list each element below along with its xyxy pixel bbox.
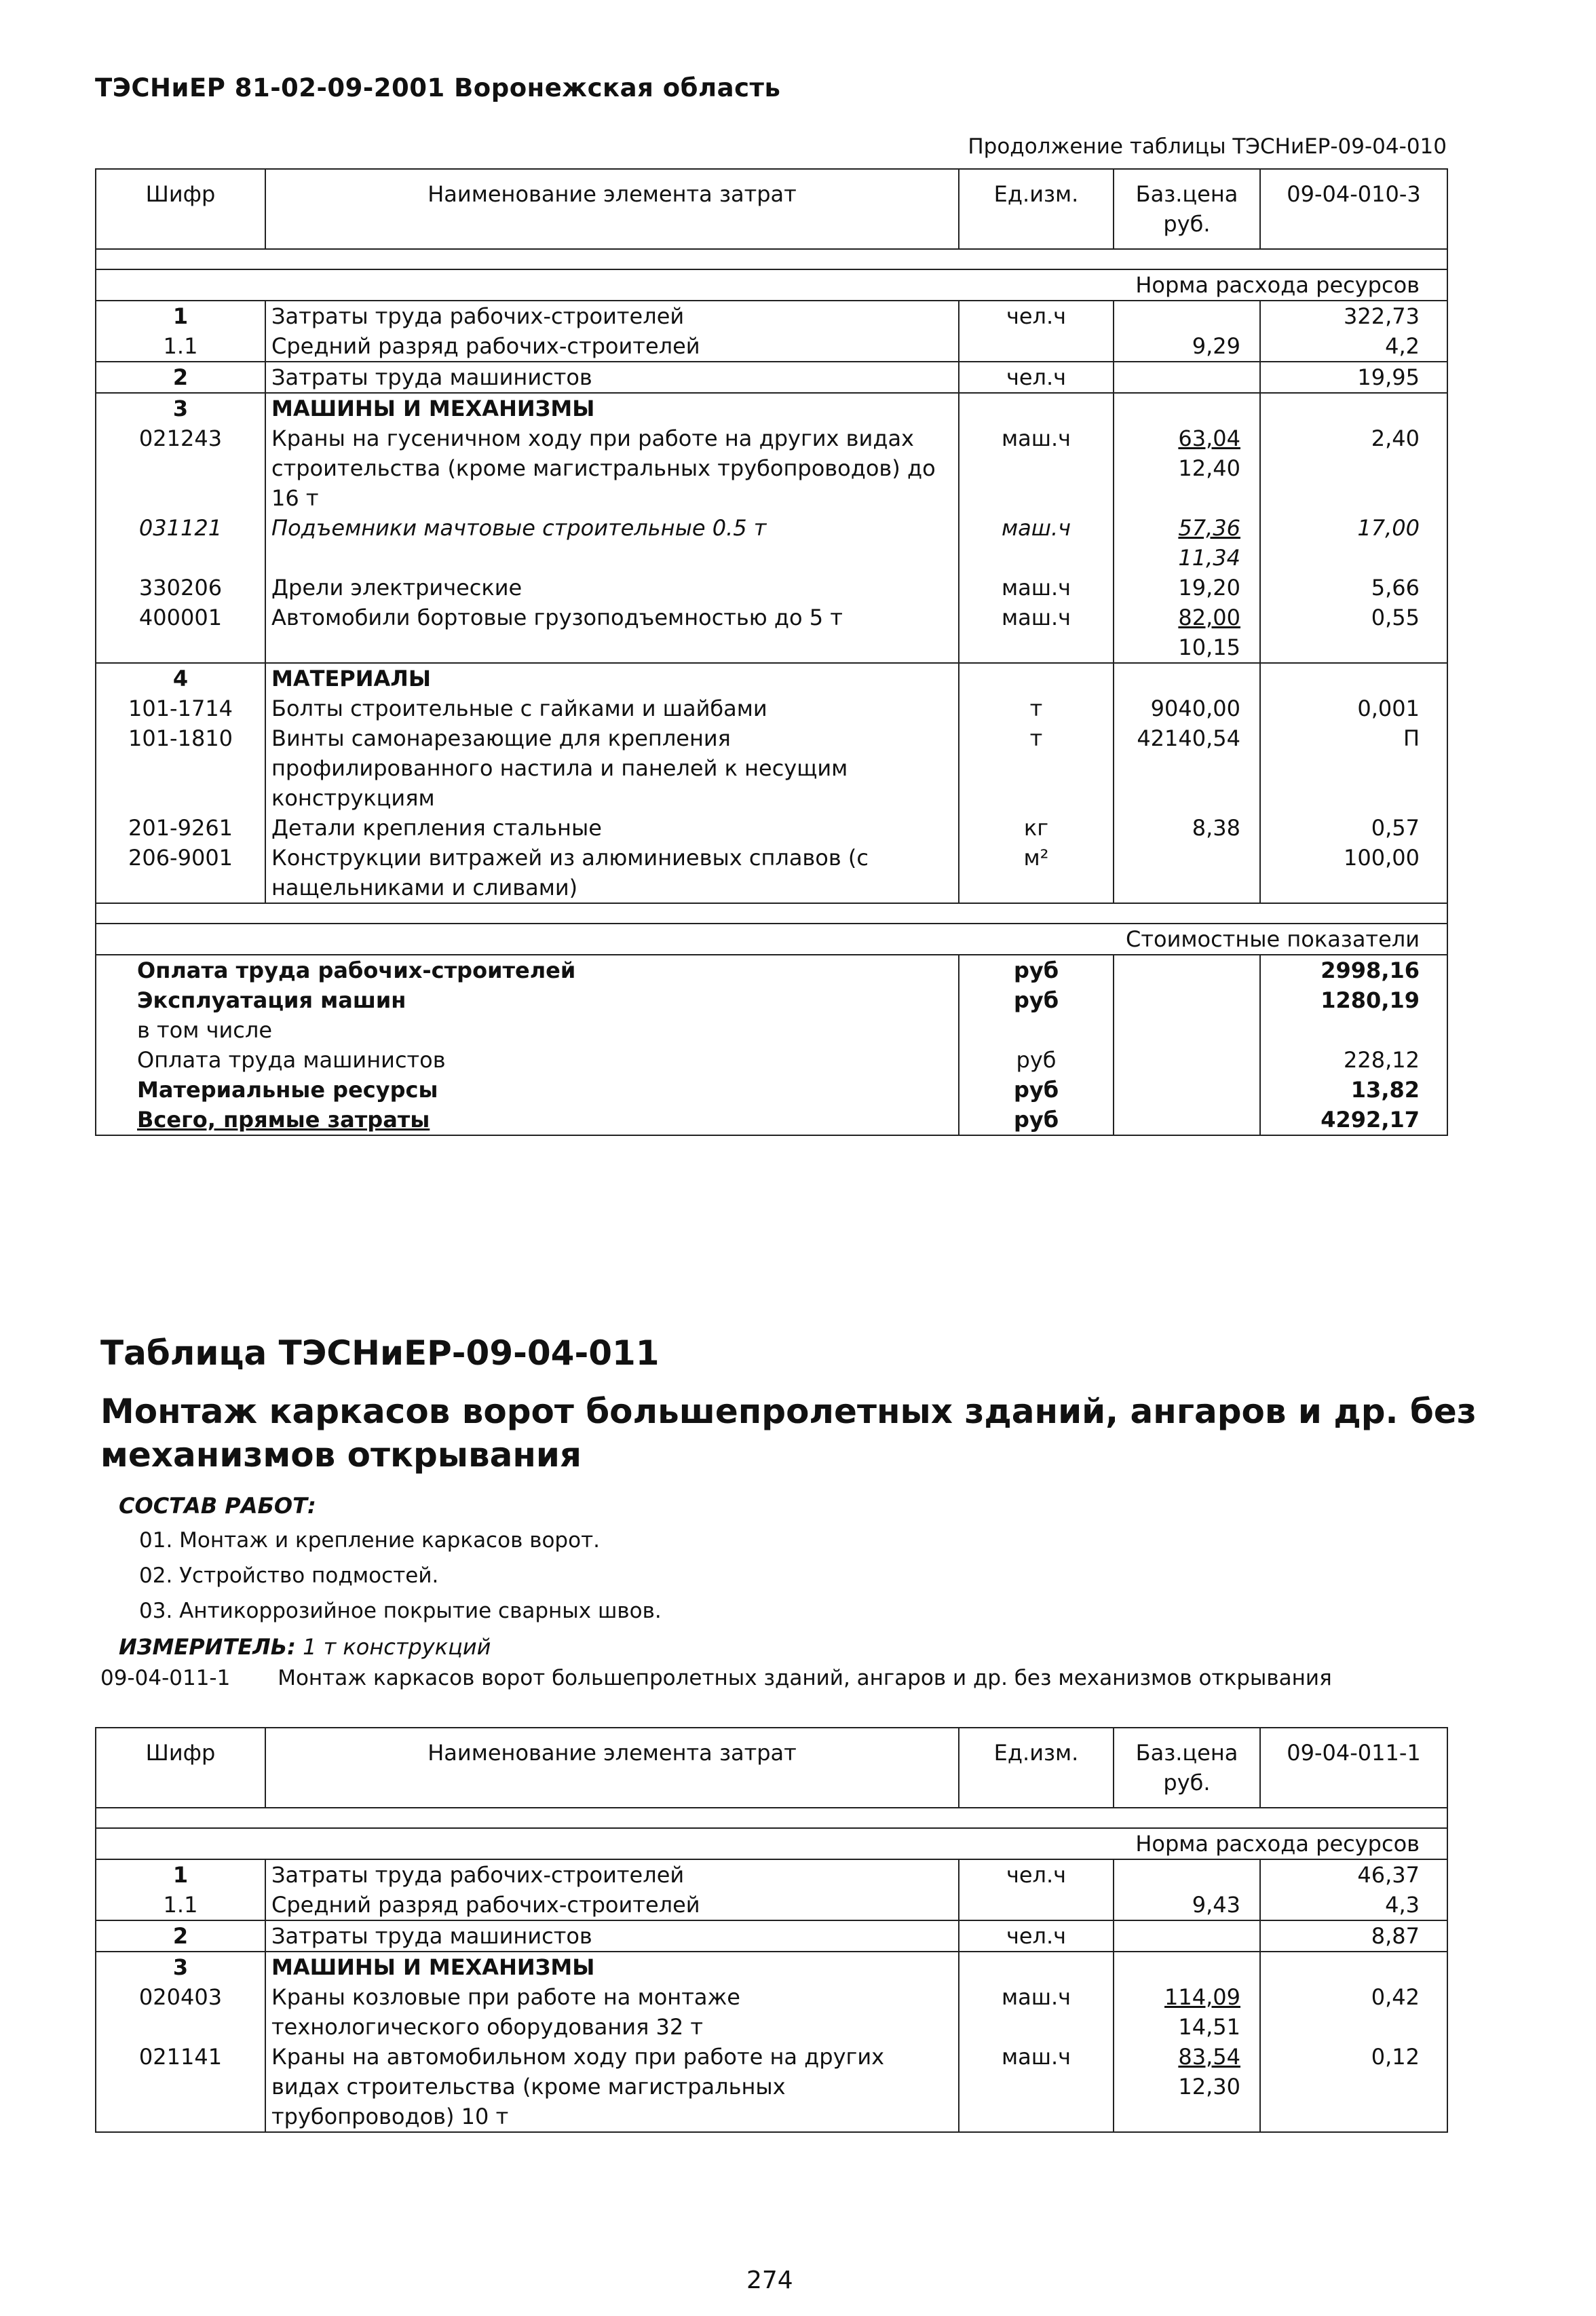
resource-table-2	[95, 1727, 1448, 2133]
row-unit: маш.ч	[959, 2042, 1114, 2132]
row-unit: чел.ч	[959, 1920, 1114, 1952]
row-price	[1114, 1859, 1260, 1890]
measure-value: 1 т конструкций	[303, 1634, 491, 1660]
total-value	[1260, 1015, 1447, 1045]
col-price: Баз.цена руб.	[1114, 1728, 1260, 1808]
section-heading: МАШИНЫ И МЕХАНИЗМЫ	[265, 393, 959, 423]
measure	[119, 1634, 491, 1660]
row-unit: маш.ч	[959, 603, 1114, 663]
col-unit: Ед.изм.	[959, 1728, 1114, 1808]
total-value: 2998,16	[1260, 955, 1447, 985]
row-code: 021141	[138, 2044, 223, 2070]
row-name: Затраты труда рабочих-строителей	[265, 301, 959, 331]
row-name: Затраты труда рабочих-строителей	[265, 1859, 959, 1890]
row-price: 9040,00	[1114, 694, 1260, 723]
table-header	[96, 1728, 1447, 1808]
row-name: Средний разряд рабочих-строителей	[265, 331, 959, 362]
works-label: СОСТАВ РАБОТ:	[119, 1493, 316, 1519]
row-unit: чел.ч	[959, 1859, 1114, 1890]
row-price: 9,29	[1114, 331, 1260, 362]
row-name: Дрели электрические	[265, 573, 959, 603]
table-header	[96, 169, 1447, 249]
row-unit	[959, 331, 1114, 362]
col-price: Баз.цена руб.	[1114, 169, 1260, 249]
total-label: Всего, прямые затраты	[137, 1107, 430, 1133]
measure-label: ИЗМЕРИТЕЛЬ:	[119, 1634, 296, 1660]
row-code: 1.1	[163, 333, 198, 359]
row-code: 3	[96, 1952, 265, 1982]
col-norm: 09-04-011-1	[1260, 1728, 1447, 1808]
norm-code: 09-04-011-1	[100, 1666, 231, 1690]
row-code: 3	[96, 393, 265, 423]
table-row	[96, 573, 1447, 603]
norm-code-line	[100, 1666, 1332, 1690]
row-norm: 2,40	[1260, 423, 1447, 513]
row-price-labour: 12,30	[1178, 2074, 1240, 2100]
total-row	[96, 1045, 1447, 1075]
table-row	[96, 1920, 1447, 1952]
row-name: Средний разряд рабочих-строителей	[265, 1890, 959, 1920]
row-price	[1114, 843, 1260, 903]
table-row	[96, 843, 1447, 903]
work-item: 01. Монтаж и крепление каркасов ворот.	[139, 1528, 600, 1553]
row-code: 4	[96, 663, 265, 694]
row-name: Затраты труда машинистов	[265, 362, 959, 393]
row-unit: т	[959, 723, 1114, 813]
row-name: Конструкции витражей из алюминиевых сплавов (с нащельниками и сливами)	[265, 843, 959, 903]
col-unit: Ед.изм.	[959, 169, 1114, 249]
total-unit	[959, 1015, 1114, 1045]
section-heading: МАШИНЫ И МЕХАНИЗМЫ	[265, 1952, 959, 1982]
row-name: Болты строительные с гайками и шайбами	[265, 694, 959, 723]
row-unit	[959, 1890, 1114, 1920]
page-number: 274	[746, 2266, 793, 2294]
cost-caption: Стоимостные показатели	[96, 924, 1447, 955]
row-code: 020403	[138, 1984, 223, 2010]
row-name: Автомобили бортовые грузоподъемностью до 5 т	[265, 603, 959, 663]
total-label: в том числе	[137, 1017, 272, 1043]
total-value: 4292,17	[1260, 1105, 1447, 1135]
row-norm: 4,3	[1260, 1890, 1447, 1920]
row-code: 1	[172, 303, 189, 329]
table-row	[96, 301, 1447, 331]
row-norm: 19,95	[1260, 362, 1447, 393]
row-price-labour: 12,40	[1178, 455, 1240, 481]
total-unit: руб	[959, 985, 1114, 1015]
row-code: 101-1810	[128, 725, 233, 751]
row-norm: 17,00	[1260, 513, 1447, 573]
total-value: 13,82	[1260, 1075, 1447, 1105]
row-price: 19,20	[1114, 573, 1260, 603]
row-norm: 100,00	[1260, 843, 1447, 903]
table-row	[96, 1890, 1447, 1920]
table-row	[96, 663, 1447, 694]
row-code: 2	[96, 362, 265, 393]
row-code: 330206	[138, 575, 223, 601]
total-unit: руб	[959, 955, 1114, 985]
row-norm: 0,55	[1260, 603, 1447, 663]
table-row	[96, 423, 1447, 513]
row-name: Детали крепления стальные	[265, 813, 959, 843]
row-code: 031121	[138, 515, 223, 541]
total-unit: руб	[959, 1075, 1114, 1105]
total-row	[96, 1105, 1447, 1135]
col-name: Наименование элемента затрат	[265, 1728, 959, 1808]
row-price	[1114, 301, 1260, 331]
row-price-labour: 11,34	[1178, 545, 1240, 571]
total-label: Оплата труда машинистов	[137, 1047, 446, 1073]
total-label: Оплата труда рабочих-строителей	[137, 957, 576, 983]
row-price: 114,09	[1164, 1984, 1240, 2010]
row-price-labour: 10,15	[1178, 634, 1240, 660]
row-code: 400001	[138, 605, 223, 630]
row-name: Краны на гусеничном ходу при работе на других видах строительства (кроме магистральных трубопроводов) до 16 т	[265, 423, 959, 513]
col-code: Шифр	[96, 169, 265, 249]
total-row	[96, 955, 1447, 985]
row-code: 2	[96, 1920, 265, 1952]
table-row	[96, 1952, 1447, 1982]
row-norm: 8,87	[1260, 1920, 1447, 1952]
row-norm: 0,001	[1260, 694, 1447, 723]
norm-caption: Норма расхода ресурсов	[96, 269, 1447, 301]
row-code: 101-1714	[128, 696, 233, 721]
row-code: 021243	[138, 425, 223, 451]
row-price: 82,00	[1178, 605, 1240, 630]
total-value: 228,12	[1260, 1045, 1447, 1075]
row-unit: маш.ч	[959, 573, 1114, 603]
row-code: 206-9001	[128, 845, 233, 871]
total-row	[96, 985, 1447, 1015]
row-name: Винты самонарезающие для крепления профилированного настила и панелей к несущим конструкциям	[265, 723, 959, 813]
row-name: Краны на автомобильном ходу при работе на других видах строительства (кроме магистральных трубопроводов) 10 т	[265, 2042, 959, 2132]
row-code: 1.1	[163, 1892, 198, 1918]
row-price: 9,43	[1114, 1890, 1260, 1920]
row-price: 83,54	[1178, 2044, 1240, 2070]
row-unit: маш.ч	[959, 423, 1114, 513]
row-unit: кг	[959, 813, 1114, 843]
resource-table-1	[95, 168, 1448, 1136]
total-value: 1280,19	[1260, 985, 1447, 1015]
table-title: Таблица ТЭСНиЕР-09-04-011	[100, 1333, 660, 1373]
row-unit: маш.ч	[959, 513, 1114, 573]
row-price: 8,38	[1114, 813, 1260, 843]
document-header: ТЭСНиЕР 81-02-09-2001 Воронежская область	[95, 73, 781, 102]
total-row	[96, 1015, 1447, 1045]
row-unit: м²	[959, 843, 1114, 903]
total-label: Материальные ресурсы	[137, 1077, 438, 1103]
table-row	[96, 694, 1447, 723]
total-label: Эксплуатация машин	[137, 987, 406, 1013]
norm-caption: Норма расхода ресурсов	[96, 1828, 1447, 1859]
row-price	[1114, 362, 1260, 393]
total-unit: руб	[959, 1105, 1114, 1135]
table-subtitle: Монтаж каркасов ворот большепролетных зданий, ангаров и др. без механизмов открывания	[100, 1392, 1477, 1475]
row-norm: П	[1260, 723, 1447, 813]
row-price: 42140,54	[1114, 723, 1260, 813]
row-price: 63,04	[1178, 425, 1240, 451]
table-row	[96, 513, 1447, 573]
section-heading: МАТЕРИАЛЫ	[265, 663, 959, 694]
col-norm: 09-04-010-3	[1260, 169, 1447, 249]
row-norm: 0,42	[1260, 1982, 1447, 2042]
norm-code-desc: Монтаж каркасов ворот большепролетных зданий, ангаров и др. без механизмов открывания	[278, 1666, 1332, 1690]
row-norm: 5,66	[1260, 573, 1447, 603]
table-row	[96, 2042, 1447, 2132]
row-name: Краны козловые при работе на монтаже технологического оборудования 32 т	[265, 1982, 959, 2042]
row-norm: 322,73	[1260, 301, 1447, 331]
row-norm: 46,37	[1260, 1859, 1447, 1890]
row-name: Подъемники мачтовые строительные 0.5 т	[265, 513, 959, 573]
row-unit: чел.ч	[959, 362, 1114, 393]
table-row	[96, 331, 1447, 362]
work-item: 03. Антикоррозийное покрытие сварных швов.	[139, 1599, 662, 1623]
row-name: Затраты труда машинистов	[265, 1920, 959, 1952]
col-name: Наименование элемента затрат	[265, 169, 959, 249]
row-norm: 0,12	[1260, 2042, 1447, 2132]
table-row	[96, 393, 1447, 423]
table-row	[96, 723, 1447, 813]
table-row	[96, 1982, 1447, 2042]
row-norm: 0,57	[1260, 813, 1447, 843]
continuation-label: Продолжение таблицы ТЭСНиЕР-09-04-010	[968, 134, 1447, 159]
row-price: 57,36	[1178, 515, 1240, 541]
col-code: Шифр	[96, 1728, 265, 1808]
row-price	[1114, 1920, 1260, 1952]
table-row	[96, 813, 1447, 843]
total-unit: руб	[959, 1045, 1114, 1075]
total-row	[96, 1075, 1447, 1105]
table-row	[96, 1859, 1447, 1890]
work-item: 02. Устройство подмостей.	[139, 1563, 439, 1588]
row-price-labour: 14,51	[1178, 2014, 1240, 2040]
row-unit: маш.ч	[959, 1982, 1114, 2042]
table-row	[96, 603, 1447, 663]
row-unit: чел.ч	[959, 301, 1114, 331]
row-code: 1	[172, 1862, 189, 1888]
row-code: 201-9261	[128, 815, 233, 841]
row-unit: т	[959, 694, 1114, 723]
row-norm: 4,2	[1260, 331, 1447, 362]
table-row	[96, 362, 1447, 393]
